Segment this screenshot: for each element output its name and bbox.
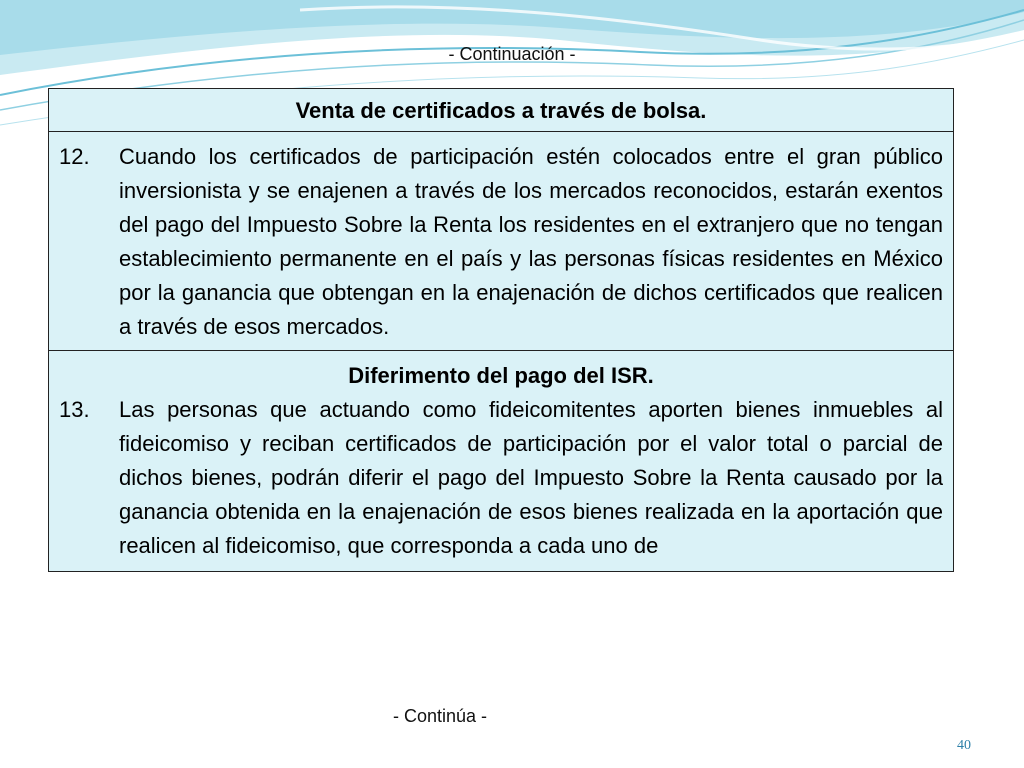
section-2-title: Diferimento del pago del ISR. (348, 363, 654, 388)
page-number: 40 (957, 738, 971, 753)
item-text: Las personas que actuando como fideicomitentes aporten bienes inmuebles al fideicomiso y reciban certificados de participación por el valor total o parcial de dichos bienes, podrán diferir el pago del Impuesto Sobre la Renta causado por la ganancia obtenida en la enajenación de esos bienes realizada en la aportación que realicen al fideicomiso, que corresponda a cada uno de (119, 397, 943, 558)
continues-note: - Continúa - (393, 706, 488, 726)
item-text: Cuando los certificados de participación estén colocados entre el gran público inversionista y se enajenen a través de los mercados reconocidos, estarán exentos del pago del Impuesto Sobre la Renta los residentes en el extranjero que no tengan establecimiento permanente en el país y las personas físicas residentes en México por la ganancia que obtengan en la enajenación de dichos certificados que realicen a través de esos mercados. (119, 144, 943, 339)
list-item (59, 140, 943, 344)
section-2-body (49, 351, 953, 571)
item-number: 12. (59, 144, 90, 169)
section-1-body (49, 132, 953, 351)
list-item (59, 393, 943, 563)
section-1-title: Venta de certificados a través de bolsa. (49, 89, 953, 132)
item-number: 13. (59, 397, 90, 422)
continuation-note: - Continuación - (448, 44, 576, 64)
content-table (48, 88, 954, 572)
